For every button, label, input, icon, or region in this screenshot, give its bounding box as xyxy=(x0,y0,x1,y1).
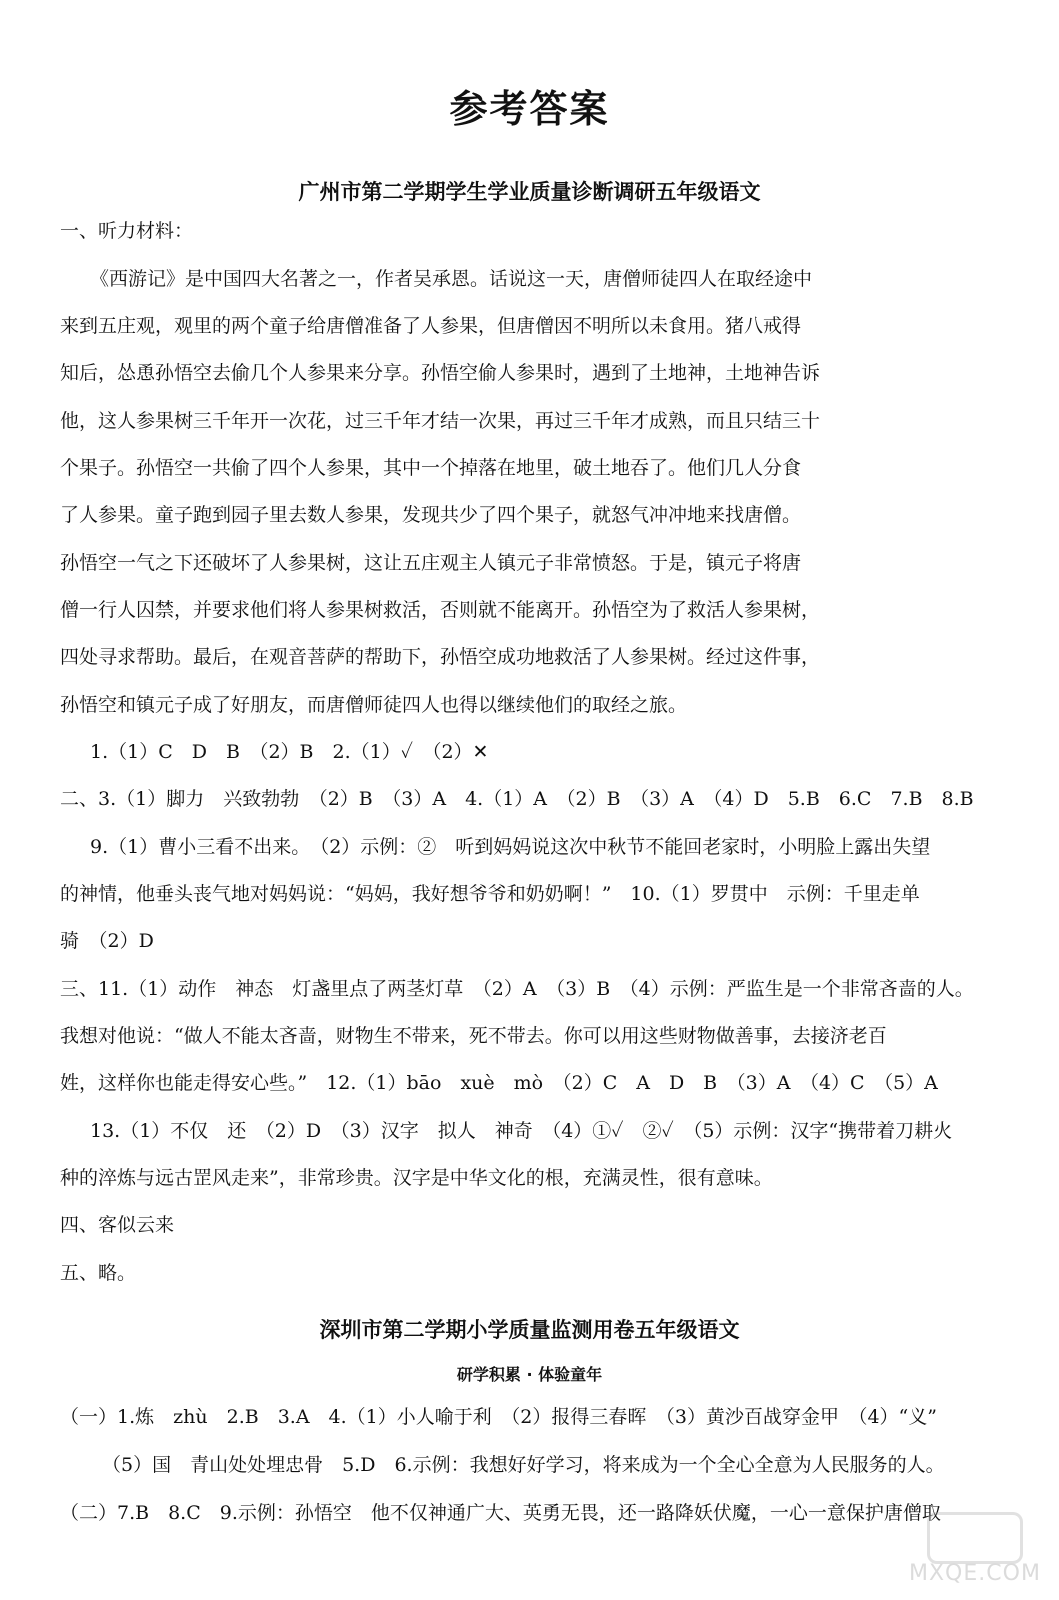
answer-line: 的神情，他垂头丧气地对妈妈说：“妈妈，我好想爷爷和奶奶啊！” 10.（1）罗贯中 示例：千里走单 xyxy=(60,883,920,905)
section1-title: 广州市第二学期学生学业质量诊断调研五年级语文 xyxy=(298,180,761,204)
page-title: 参考答案 xyxy=(449,87,610,131)
text-line: 一、听力材料： xyxy=(60,220,194,242)
answer-line: 三、11.（1）动作 神态 灯盏里点了两茎灯草 （2）A （3）B （4）示例：严监生是一个非常吝啬的人。 xyxy=(60,978,974,1000)
answer-line: 我想对他说：“做人不能太吝啬，财物生不带来，死不带去。你可以用这些财物做善事，去接济老百 xyxy=(60,1025,887,1047)
text-line: 个果子。孙悟空一共偷了四个人参果，其中一个掉落在地里，破土地吞了。他们几人分食 xyxy=(60,457,802,479)
answer-line: 姓，这样你也能走得安心些。” 12.（1）bāo xuè mò （2）C A D B （3）A （4）C （5）A xyxy=(60,1072,938,1094)
watermark-logo xyxy=(889,1512,1039,1592)
text-line: 孙悟空和镇元子成了好朋友，而唐僧师徒四人也得以继续他们的取经之旅。 xyxy=(60,694,688,716)
answer-line: （一）1.炼 zhù 2.B 3.A 4.（1）小人喻于利 （2）报得三春晖 （3）黄沙百战穿金甲 （4）“义” xyxy=(60,1406,937,1428)
answer-line: 13.（1）不仅 还 （2）D （3）汉字 拟人 神奇 （4）①✓ ②✓ （5）示例：汉字“携带着刀耕火 xyxy=(90,1120,953,1142)
answer-line: 1.（1）C D B （2）B 2.（1）✓ （2）✕ xyxy=(90,741,489,763)
answer-line: 种的淬炼与远古罡风走来”，非常珍贵。汉字是中华文化的根，充满灵性，很有意味。 xyxy=(60,1167,773,1189)
answer-line: 四、客似云来 xyxy=(60,1214,175,1236)
answer-line: 二、3.（1）脚力 兴致勃勃 （2）B （3）A 4.（1）A （2）B （3）A （4）D 5.B 6.C 7.B 8.B xyxy=(60,788,974,810)
text-line: 知后，怂恿孙悟空去偷几个人参果来分享。孙悟空偷人参果时，遇到了土地神，土地神告诉 xyxy=(60,362,821,384)
text-line: 来到五庄观，观里的两个童子给唐僧准备了人参果，但唐僧因不明所以未食用。猪八戒得 xyxy=(60,315,802,337)
answer-line: （5）国 青山处处埋忠骨 5.D 6.示例：我想好好学习，将来成为一个全心全意为人民服务的人。 xyxy=(102,1454,945,1476)
watermark-text: MXQE.COM xyxy=(909,1561,1041,1586)
answer-line: 9.（1）曹小三看不出来。 （2）示例：② 听到妈妈说这次中秋节不能回老家时，小明脸上露出失望 xyxy=(90,836,931,858)
answer-line: 骑 （2）D xyxy=(60,930,154,952)
text-line: 四处寻求帮助。最后，在观音菩萨的帮助下，孙悟空成功地救活了人参果树。经过这件事， xyxy=(60,646,821,668)
section2-title: 深圳市第二学期小学质量监测用卷五年级语文 xyxy=(319,1318,740,1342)
answer-line: 五、略。 xyxy=(60,1262,137,1284)
text-line: 僧一行人囚禁，并要求他们将人参果树救活，否则就不能离开。孙悟空为了救活人参果树， xyxy=(60,599,821,621)
section2-subtitle: 研学积累 · 体验童年 xyxy=(456,1365,603,1384)
text-line: 孙悟空一气之下还破坏了人参果树，这让五庄观主人镇元子非常愤怒。于是，镇元子将唐 xyxy=(60,552,802,574)
text-line: 了人参果。童子跑到园子里去数人参果，发现共少了四个果子，就怒气冲冲地来找唐僧。 xyxy=(60,504,802,526)
text-line: 《西游记》是中国四大名著之一，作者吴承恩。话说这一天，唐僧师徒四人在取经途中 xyxy=(90,268,813,290)
answer-line: （二）7.B 8.C 9.示例：孙悟空 他不仅神通广大、英勇无畏，还一路降妖伏魔，一心一意保护唐僧取 xyxy=(60,1502,941,1524)
text-line: 他，这人参果树三千年开一次花，过三千年才结一次果，再过三千年才成熟，而且只结三十 xyxy=(60,410,821,432)
watermark-badge-icon xyxy=(927,1512,1023,1564)
